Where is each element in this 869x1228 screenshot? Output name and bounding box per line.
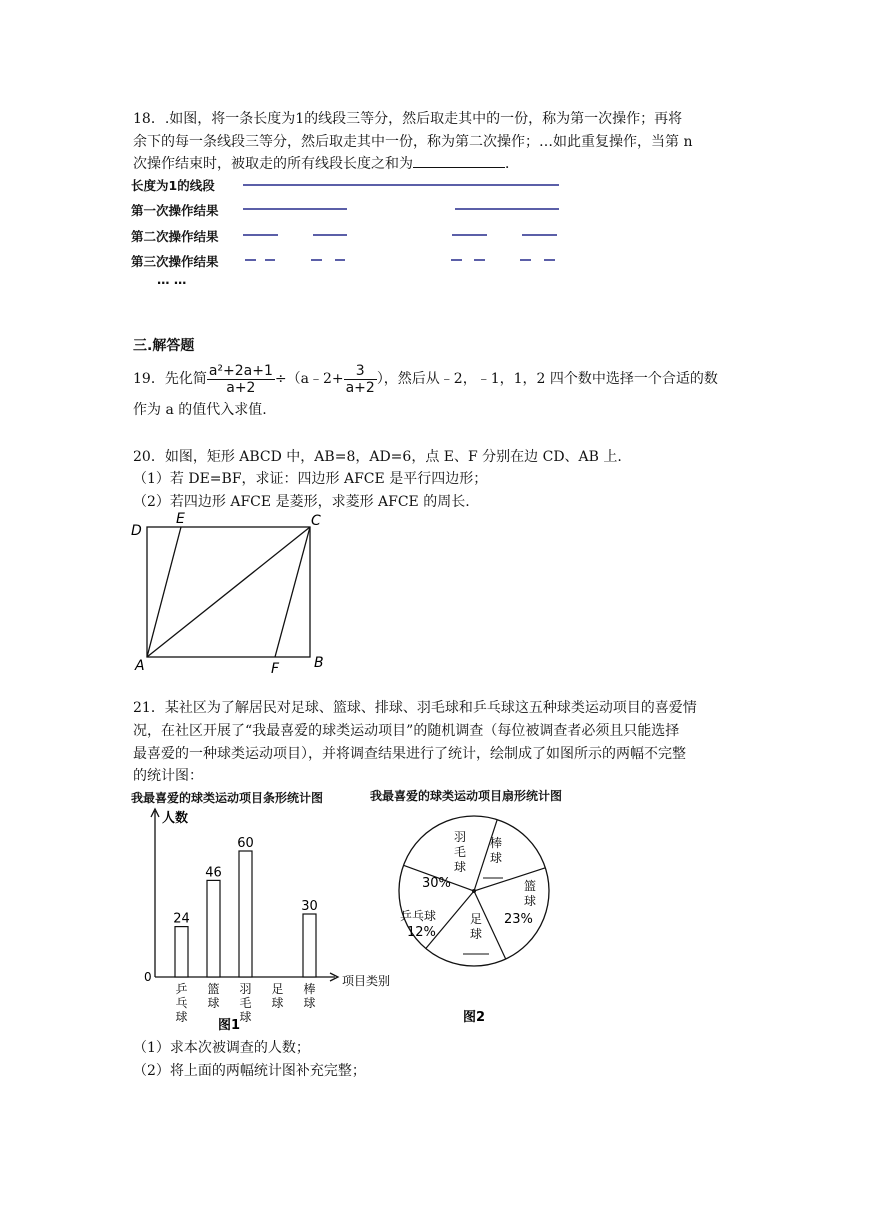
q21-line3: 最喜爱的一种球类运动项目），并将调查结果进行了统计，绘制成了如图所示的两幅不完整 [133,746,686,762]
segment-op2-b [313,234,347,236]
q21-line2: 况，在社区开展了“我最喜爱的球类运动项目”的随机调查（每位被调查者必须且只能选择 [133,723,680,739]
bar-origin-label: 0 [144,970,152,984]
segment-full [243,184,559,186]
segment-op2-d [522,234,557,236]
segment-op1-left [243,208,347,210]
bar-1 [207,880,220,977]
bar-category-label-2: 羽毛球 [239,982,252,1024]
bar-value-label-0: 24 [173,911,190,927]
pie-label-basketball-1: 篮 [524,879,537,893]
segment-label-2: 第二次操作结果 [131,229,219,244]
q21-sub2: （2）将上面的两幅统计图补充完整； [133,1063,366,1079]
bar-xlabel: 项目类别 [342,974,391,988]
segment-label-0: 长度为1的线段 [131,178,215,193]
q18-line3-end: ． [505,156,519,172]
q18-line3-text: 次操作结束时，被取走的所有线段长度之和为 [133,156,413,172]
segment-ae [147,527,181,657]
answer-blank[interactable] [413,153,505,168]
pie-label-baseball-2: 球 [490,851,503,865]
q21-sub1: （1）求本次被调查的人数； [133,1040,310,1056]
q19-middle: ÷（a﹣2+ [274,371,344,387]
pie-label-football-2: 球 [470,927,483,941]
segment-op3-c [311,259,322,261]
point-f-label: F [271,661,280,675]
segment-label-3: 第三次操作结果 [131,254,219,269]
segment-label-1: 第一次操作结果 [131,203,219,218]
segment-op3-a [245,259,256,261]
bar-category-label-1: 篮球 [207,982,220,1010]
segment-op2-c [452,234,487,236]
pie-label-badminton-3: 球 [454,860,467,874]
bar-category-label-3: 足球 [271,982,284,1010]
q19-line2: 作为 a 的值代入求值. [133,402,267,418]
q19-frac1-num: a²+2a+1 [208,362,273,379]
point-d-label: D [131,523,142,539]
bar-value-label-1: 46 [205,865,222,881]
pie-label-football-1: 足 [470,912,483,926]
pie-percent-basketball: 23% [504,912,533,927]
q19-prefix: 19．先化简 [133,371,207,387]
bar-value-label-4: 30 [301,899,318,914]
bar-category-label-0: 乒乓球 [175,982,188,1024]
pie-label-baseball-1: 棒 [490,836,503,850]
point-c-label: C [311,513,321,529]
bar-chart [130,805,400,1040]
q18-line1: 18．.如图，将一条长度为1的线段三等分，然后取走其中的一份，称为第一次操作；再将 [133,111,683,127]
pie-percent-badminton: 30% [422,876,451,891]
pie-chart-title: 我最喜爱的球类运动项目扇形统计图 [370,789,563,803]
q19-line1 [133,361,718,397]
pie-label-basketball-2: 球 [524,894,537,908]
q19-frac2-den: a+2 [345,379,375,396]
q19-frac2-num: 3 [344,363,377,380]
q20-line1: 20．如图，矩形 ABCD 中，AB=8，AD=6，点 E、F 分别在边 CD、AB 上. [133,449,622,465]
bar-4 [303,914,316,977]
segment-op3-h [544,259,555,261]
segment-op1-right [455,208,559,210]
bar-ylabel: 人数 [162,811,189,826]
q19-fraction-2 [344,363,377,396]
q19-fraction-1 [207,363,275,396]
segment-op3-g [520,259,531,261]
q21-line4: 的统计图： [133,768,203,784]
bar-chart-caption: 图1 [218,1018,241,1033]
diagonal-ac [147,527,310,657]
point-e-label: E [176,511,185,527]
point-a-label: A [135,658,145,674]
pie-chart [395,810,555,1030]
pie-label-badminton-2: 毛 [454,845,467,859]
pie-label-badminton-1: 羽 [454,830,467,844]
q20-line3: （2）若四边形 AFCE 是菱形，求菱形 AFCE 的周长. [133,494,470,510]
q19-frac1-den: a+2 [226,379,256,396]
bar-chart-title: 我最喜爱的球类运动项目条形统计图 [131,791,324,805]
section-title: 三.解答题 [133,338,195,354]
segment-ellipsis: … … [157,272,187,287]
rectangle-figure [125,510,340,675]
pie-chart-caption: 图2 [463,1010,486,1025]
segment-op2-a [243,234,278,236]
bar-2 [239,851,252,977]
q21-line1: 21．某社区为了解居民对足球、篮球、排球、羽毛球和乒乓球这五种球类运动项目的喜爱情 [133,700,697,716]
q20-line2: （1）若 DE=BF，求证：四边形 AFCE 是平行四边形； [133,471,488,487]
pie-center-dot [472,889,476,893]
segment-cf [275,527,310,657]
q18-line2: 余下的每一条线段三等分，然后取走其中一份，称为第二次操作；…如此重复操作，当第 n [133,134,693,150]
q18-line3 [133,153,519,175]
bar-0 [175,927,188,977]
segment-op3-d [335,259,345,261]
pie-percent-tabletennis: 12% [407,925,436,940]
point-b-label: B [314,655,324,671]
segment-op3-b [265,259,275,261]
pie-label-tabletennis: 乒乓球 [400,909,437,923]
segment-op3-e [451,259,462,261]
q19-suffix: ），然后从﹣2，﹣1，1，2 四个数中选择一个合适的数 [376,371,718,387]
bar-category-label-4: 棒球 [303,982,316,1010]
bar-value-label-2: 60 [237,836,254,851]
segment-op3-f [474,259,485,261]
